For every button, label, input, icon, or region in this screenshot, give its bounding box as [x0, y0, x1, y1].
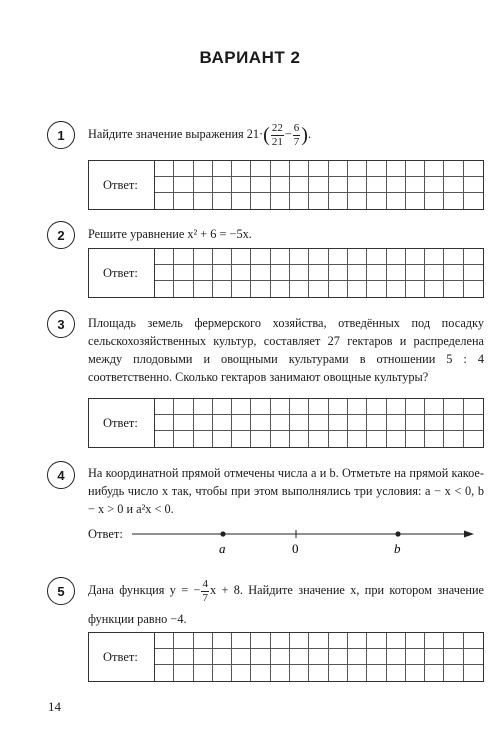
answer-cell[interactable]: [290, 265, 309, 281]
answer-cell[interactable]: [174, 249, 193, 265]
answer-cell[interactable]: [329, 177, 348, 193]
answer-cell[interactable]: [444, 665, 463, 681]
answer-box-3[interactable]: [88, 398, 484, 448]
answer-cell[interactable]: [155, 665, 174, 681]
answer-cell[interactable]: [155, 161, 174, 177]
answer-cell[interactable]: [232, 249, 251, 265]
answer-cell[interactable]: [174, 431, 193, 447]
answer-cell[interactable]: [406, 399, 425, 415]
answer-cell[interactable]: [213, 193, 232, 209]
answer-cell[interactable]: [251, 431, 270, 447]
task-1-text-before: Найдите значение выражения 21·: [88, 127, 264, 141]
arrow-right-icon: [464, 531, 474, 538]
answer-cell[interactable]: [290, 161, 309, 177]
answer-cell[interactable]: [174, 665, 193, 681]
answer-box-1[interactable]: [88, 160, 484, 210]
answer-cell[interactable]: [174, 177, 193, 193]
answer-cell[interactable]: [329, 249, 348, 265]
answer-cell[interactable]: [444, 161, 463, 177]
answer-cell[interactable]: [444, 177, 463, 193]
task-number-5: 5: [47, 577, 75, 605]
answer-cell[interactable]: [155, 193, 174, 209]
fraction-4-7: $\frac{4}{7}$: [202, 577, 208, 604]
answer-cell[interactable]: [367, 649, 386, 665]
answer-cell[interactable]: [387, 161, 406, 177]
answer-cell[interactable]: [348, 415, 367, 431]
answer-cell[interactable]: [425, 633, 444, 649]
answer-cell[interactable]: [251, 265, 270, 281]
answer-cell[interactable]: [464, 281, 483, 297]
answer-cell[interactable]: [464, 649, 483, 665]
answer-cell[interactable]: [367, 193, 386, 209]
answer-cell[interactable]: [309, 415, 328, 431]
answer-cell[interactable]: [329, 193, 348, 209]
answer-cell[interactable]: [348, 399, 367, 415]
answer-cell[interactable]: [444, 633, 463, 649]
answer-cell[interactable]: [348, 249, 367, 265]
answer-cell[interactable]: [444, 265, 463, 281]
answer-cell[interactable]: [464, 265, 483, 281]
answer-cell[interactable]: [174, 399, 193, 415]
answer-cell[interactable]: [174, 415, 193, 431]
answer-cell[interactable]: [309, 431, 328, 447]
answer-cell[interactable]: [464, 161, 483, 177]
answer-cell[interactable]: [309, 193, 328, 209]
answer-cell[interactable]: [271, 665, 290, 681]
answer-label: Ответ:: [89, 161, 155, 209]
answer-cell[interactable]: [271, 177, 290, 193]
answer-cell[interactable]: [406, 431, 425, 447]
answer-cell[interactable]: [232, 161, 251, 177]
answer-cell[interactable]: [271, 431, 290, 447]
answer-cell[interactable]: [174, 281, 193, 297]
answer-cell[interactable]: [309, 649, 328, 665]
answer-cell[interactable]: [309, 633, 328, 649]
answer-cell[interactable]: [232, 633, 251, 649]
answer-cell[interactable]: [329, 281, 348, 297]
answer-cell[interactable]: [464, 249, 483, 265]
answer-cell[interactable]: [309, 249, 328, 265]
answer-cell[interactable]: [406, 649, 425, 665]
answer-cell[interactable]: [464, 177, 483, 193]
answer-label: Ответ:: [89, 249, 155, 297]
answer-cell[interactable]: [406, 265, 425, 281]
answer-cell[interactable]: [425, 193, 444, 209]
answer-cell[interactable]: [174, 265, 193, 281]
answer-cell[interactable]: [290, 633, 309, 649]
task-5-text-after: x + 8. Найдите значение x, при котором значение функции равно −4.: [88, 583, 484, 626]
answer-cell[interactable]: [155, 415, 174, 431]
answer-cell[interactable]: [232, 193, 251, 209]
answer-cell[interactable]: [444, 431, 463, 447]
task-number-4: 4: [47, 461, 75, 489]
answer-cell[interactable]: [387, 177, 406, 193]
answer-cell[interactable]: [406, 281, 425, 297]
answer-cell[interactable]: [194, 415, 213, 431]
answer-cell[interactable]: [406, 161, 425, 177]
answer-cell[interactable]: [155, 649, 174, 665]
fraction-6-7: $\frac{6}{7}$: [293, 121, 300, 148]
page-number: 14: [48, 699, 61, 714]
answer-cell[interactable]: [329, 649, 348, 665]
answer-cell[interactable]: [329, 431, 348, 447]
answer-cell[interactable]: [251, 649, 270, 665]
answer-cell[interactable]: [387, 249, 406, 265]
answer-cell[interactable]: [251, 415, 270, 431]
answer-cell[interactable]: [425, 665, 444, 681]
answer-cell[interactable]: [194, 399, 213, 415]
answer-cell[interactable]: [155, 633, 174, 649]
number-line[interactable]: [88, 522, 478, 558]
answer-cell[interactable]: [309, 281, 328, 297]
answer-cell[interactable]: [387, 415, 406, 431]
answer-cell[interactable]: [309, 265, 328, 281]
answer-cell[interactable]: [271, 193, 290, 209]
answer-cell[interactable]: [348, 161, 367, 177]
task-1-text: Найдите значение выражения 21·( $\frac{22}{21}$ − $\frac{6}{7}$ ).: [88, 121, 312, 148]
answer-cell[interactable]: [290, 649, 309, 665]
answer-cell[interactable]: [271, 161, 290, 177]
answer-cell[interactable]: [155, 249, 174, 265]
answer-cell[interactable]: [367, 399, 386, 415]
answer-cell[interactable]: [444, 193, 463, 209]
answer-cell[interactable]: [387, 265, 406, 281]
fraction-22-21: $\frac{22}{21}$: [271, 121, 283, 148]
answer-cell[interactable]: [444, 281, 463, 297]
answer-cell[interactable]: [271, 281, 290, 297]
answer-cell[interactable]: [367, 249, 386, 265]
answer-cell[interactable]: [425, 281, 444, 297]
answer-cell[interactable]: [406, 177, 425, 193]
answer-cell[interactable]: [251, 193, 270, 209]
answer-cell[interactable]: [290, 249, 309, 265]
answer-label: Ответ:: [89, 633, 155, 681]
answer-grid-5[interactable]: [155, 633, 483, 681]
answer-cell[interactable]: [290, 177, 309, 193]
answer-cell[interactable]: [213, 665, 232, 681]
answer-cell[interactable]: [271, 633, 290, 649]
answer-cell[interactable]: [194, 633, 213, 649]
answer-cell[interactable]: [251, 399, 270, 415]
answer-cell[interactable]: [406, 665, 425, 681]
label-b: b: [394, 541, 401, 556]
answer-cell[interactable]: [213, 633, 232, 649]
answer-cell[interactable]: [194, 649, 213, 665]
answer-cell[interactable]: [155, 265, 174, 281]
answer-label: Ответ:: [89, 399, 155, 447]
answer-cell[interactable]: [251, 161, 270, 177]
answer-cell[interactable]: [444, 249, 463, 265]
answer-cell[interactable]: [290, 415, 309, 431]
answer-cell[interactable]: [329, 415, 348, 431]
answer-cell[interactable]: [406, 249, 425, 265]
answer-cell[interactable]: [425, 177, 444, 193]
answer-cell[interactable]: [232, 431, 251, 447]
answer-box-5[interactable]: [88, 632, 484, 682]
answer-cell[interactable]: [309, 161, 328, 177]
answer-cell[interactable]: [232, 665, 251, 681]
answer-cell[interactable]: [406, 415, 425, 431]
answer-cell[interactable]: [194, 281, 213, 297]
answer-cell[interactable]: [425, 649, 444, 665]
answer-cell[interactable]: [194, 193, 213, 209]
point-b: [395, 531, 400, 536]
answer-cell[interactable]: [174, 161, 193, 177]
answer-cell[interactable]: [348, 633, 367, 649]
answer-cell[interactable]: [387, 633, 406, 649]
answer-cell[interactable]: [348, 193, 367, 209]
answer-cell[interactable]: [387, 281, 406, 297]
answer-cell[interactable]: [251, 177, 270, 193]
answer-cell[interactable]: [329, 633, 348, 649]
answer-cell[interactable]: [232, 177, 251, 193]
answer-cell[interactable]: [425, 399, 444, 415]
answer-cell[interactable]: [367, 161, 386, 177]
answer-cell[interactable]: [155, 281, 174, 297]
answer-cell[interactable]: [425, 265, 444, 281]
answer-cell[interactable]: [464, 431, 483, 447]
answer-cell[interactable]: [194, 665, 213, 681]
task-number-2: 2: [47, 221, 75, 249]
answer-cell[interactable]: [309, 399, 328, 415]
answer-cell[interactable]: [387, 665, 406, 681]
answer-cell[interactable]: [271, 265, 290, 281]
answer-cell[interactable]: [348, 177, 367, 193]
answer-cell[interactable]: [213, 281, 232, 297]
answer-cell[interactable]: [406, 193, 425, 209]
answer-cell[interactable]: [444, 399, 463, 415]
answer-cell[interactable]: [367, 665, 386, 681]
answer-cell[interactable]: [367, 431, 386, 447]
answer-cell[interactable]: [213, 177, 232, 193]
answer-cell[interactable]: [464, 399, 483, 415]
answer-cell[interactable]: [213, 431, 232, 447]
answer-cell[interactable]: [174, 649, 193, 665]
answer-cell[interactable]: [155, 399, 174, 415]
answer-cell[interactable]: [329, 399, 348, 415]
answer-cell[interactable]: [464, 633, 483, 649]
answer-cell[interactable]: [425, 249, 444, 265]
answer-cell[interactable]: [387, 399, 406, 415]
label-a: a: [219, 541, 226, 556]
task-4-text: На координатной прямой отмечены числа a и b. Отметьте на прямой какое-нибудь число x так, чтобы при этом выполнялись три условия: a − x < 0, b − x > 0 и a²x < 0.: [88, 466, 484, 516]
answer-cell[interactable]: [232, 265, 251, 281]
answer-cell[interactable]: [174, 193, 193, 209]
answer-cell[interactable]: [444, 649, 463, 665]
answer-cell[interactable]: [329, 161, 348, 177]
task-number-1: 1: [47, 121, 75, 149]
answer-cell[interactable]: [348, 431, 367, 447]
point-a: [220, 531, 225, 536]
answer-cell[interactable]: [464, 415, 483, 431]
answer-box-2[interactable]: [88, 248, 484, 298]
answer-cell[interactable]: [174, 633, 193, 649]
answer-cell[interactable]: [387, 649, 406, 665]
answer-cell[interactable]: [464, 665, 483, 681]
task-number-3: 3: [47, 310, 75, 338]
answer-cell[interactable]: [290, 193, 309, 209]
answer-cell[interactable]: [425, 431, 444, 447]
answer-cell[interactable]: [406, 633, 425, 649]
answer-cell[interactable]: [387, 193, 406, 209]
answer-cell[interactable]: [251, 633, 270, 649]
answer-cell[interactable]: [194, 177, 213, 193]
answer-cell[interactable]: [213, 415, 232, 431]
answer-cell[interactable]: [271, 649, 290, 665]
answer-cell[interactable]: [387, 431, 406, 447]
answer-label: Ответ:: [88, 527, 123, 541]
answer-cell[interactable]: [425, 161, 444, 177]
answer-cell[interactable]: [290, 665, 309, 681]
label-zero: 0: [292, 541, 299, 556]
answer-cell[interactable]: [194, 161, 213, 177]
answer-cell[interactable]: [444, 415, 463, 431]
answer-cell[interactable]: [309, 177, 328, 193]
answer-cell[interactable]: [367, 633, 386, 649]
answer-cell[interactable]: [425, 415, 444, 431]
answer-cell[interactable]: [271, 415, 290, 431]
answer-cell[interactable]: [329, 665, 348, 681]
answer-cell[interactable]: [367, 177, 386, 193]
answer-grid-2[interactable]: [155, 249, 483, 297]
answer-cell[interactable]: [251, 665, 270, 681]
answer-cell[interactable]: [213, 249, 232, 265]
answer-cell[interactable]: [194, 431, 213, 447]
task-5-text-before: Дана функция y = −: [88, 583, 201, 597]
answer-cell[interactable]: [367, 281, 386, 297]
answer-cell[interactable]: [348, 665, 367, 681]
answer-cell[interactable]: [194, 265, 213, 281]
answer-cell[interactable]: [309, 665, 328, 681]
answer-cell[interactable]: [329, 265, 348, 281]
answer-cell[interactable]: [290, 281, 309, 297]
answer-cell[interactable]: [232, 649, 251, 665]
task-3-text: Площадь земель фермерского хозяйства, отведённых под посадку сельскохозяйственных культур, составляет 27 гектаров и распределена между плодовыми и овощными культурами в отношении 5 : 4 соответственно. Сколько гектаров занимают овощные культуры?: [88, 316, 484, 384]
task-5-text: [88, 576, 484, 633]
answer-cell[interactable]: [271, 249, 290, 265]
answer-cell[interactable]: [290, 399, 309, 415]
answer-cell[interactable]: [367, 415, 386, 431]
answer-grid-1[interactable]: [155, 161, 483, 209]
answer-cell[interactable]: [464, 193, 483, 209]
answer-cell[interactable]: [271, 399, 290, 415]
answer-cell[interactable]: [348, 649, 367, 665]
answer-cell[interactable]: [290, 431, 309, 447]
page-title: ВАРИАНТ 2: [199, 48, 301, 67]
answer-cell[interactable]: [232, 281, 251, 297]
answer-cell[interactable]: [213, 161, 232, 177]
answer-cell[interactable]: [213, 265, 232, 281]
answer-cell[interactable]: [213, 649, 232, 665]
answer-cell[interactable]: [251, 281, 270, 297]
answer-cell[interactable]: [155, 431, 174, 447]
answer-cell[interactable]: [348, 265, 367, 281]
answer-cell[interactable]: [251, 249, 270, 265]
answer-cell[interactable]: [348, 281, 367, 297]
answer-cell[interactable]: [194, 249, 213, 265]
answer-cell[interactable]: [232, 399, 251, 415]
answer-cell[interactable]: [367, 265, 386, 281]
task-2-text: Решите уравнение x² + 6 = −5x.: [88, 227, 252, 241]
answer-grid-3[interactable]: [155, 399, 483, 447]
answer-cell[interactable]: [232, 415, 251, 431]
answer-cell[interactable]: [213, 399, 232, 415]
answer-cell[interactable]: [155, 177, 174, 193]
